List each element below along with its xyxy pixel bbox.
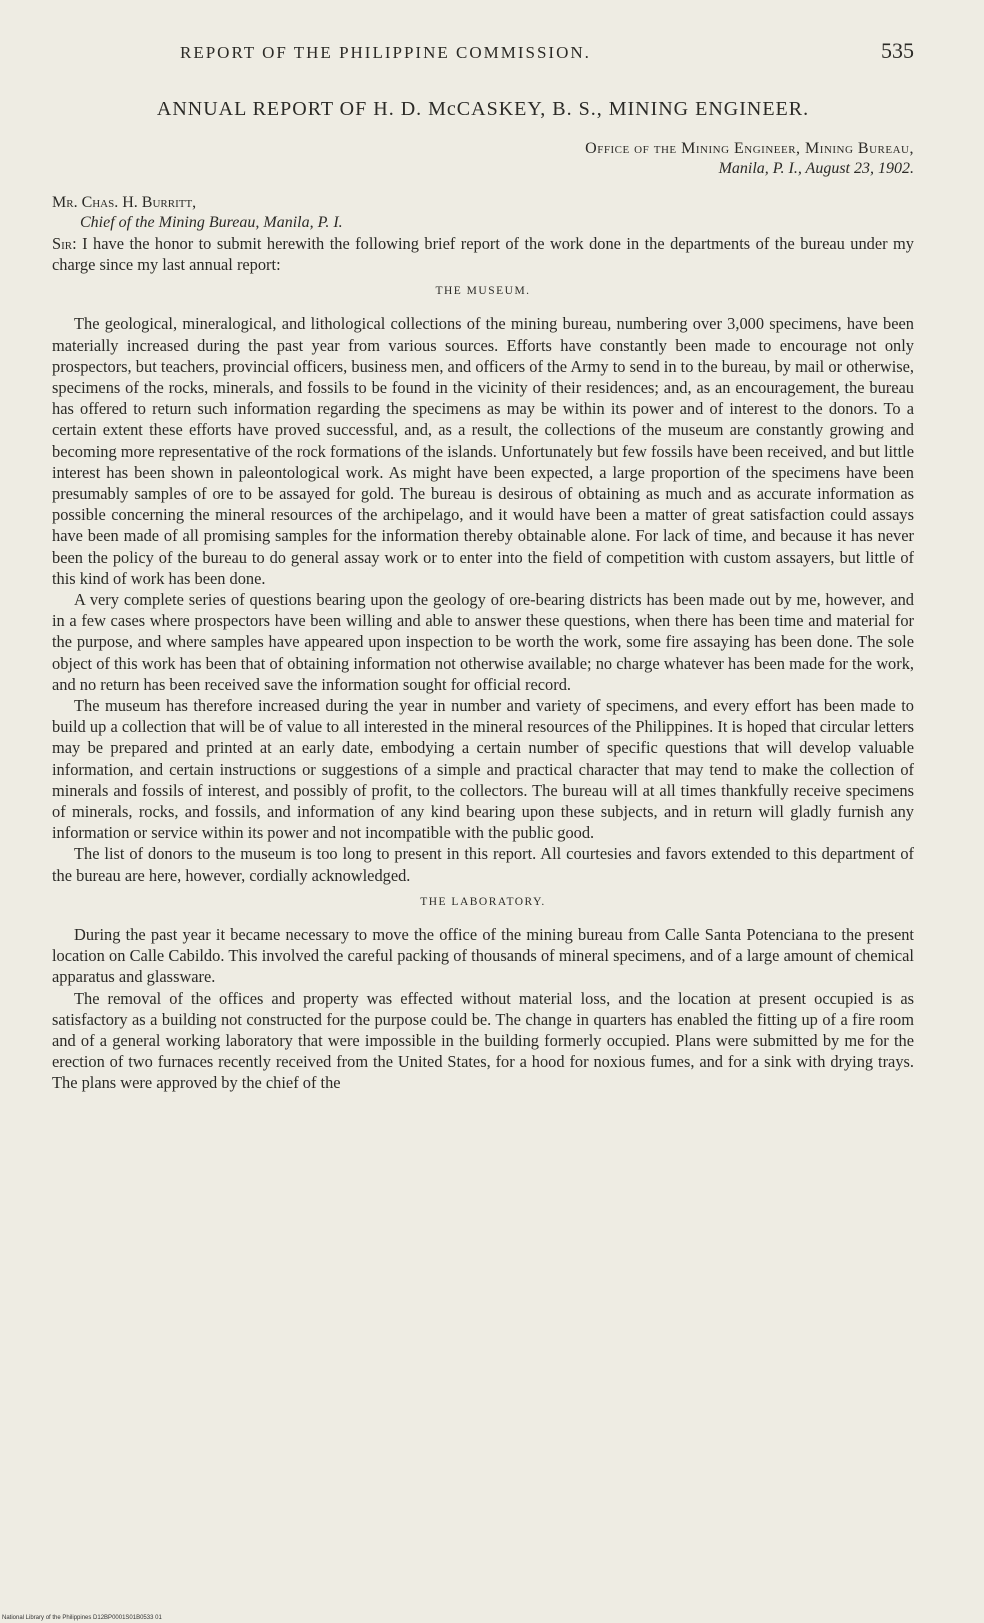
page-number: 535	[881, 38, 914, 63]
section-heading-laboratory: THE LABORATORY.	[420, 895, 546, 908]
salutation-text: I have the honor to submit herewith the following brief report of the work done in the departments of the bureau under my charge since my last annual report:	[52, 234, 914, 275]
addressee	[52, 193, 914, 233]
running-title: REPORT OF THE PHILIPPINE COMMISSION.	[180, 43, 591, 62]
paragraph: The removal of the offices and property was effected without material loss, and the location at present occupied is as satisfactory as a building not constructed for the purpose could be. The change in quarters has enabled the fitting up of a fire room and of a general working laboratory that were impossible in the building formerly occupied. Plans were submitted by me for the erection of two furnaces recently received from the United States, for a hood for noxious fumes, and for a sink with drying trays. The plans were approved by the chief of the	[52, 988, 914, 1093]
report-title: ANNUAL REPORT OF H. D. McCASKEY, B. S., MINING ENGINEER.	[156, 98, 810, 120]
date-line: Manila, P. I., August 23, 1902.	[718, 160, 914, 177]
paragraph: A very complete series of questions bearing upon the geology of ore-bearing districts has been made out by me, however, and in a few cases where prospectors have been willing and able to answer these questions, when there has been time and material for the purpose, and where samples have appeared upon inspection to be worth the work, some fire assaying has been done. The sole object of this work has been that of obtaining information not otherwise available; no charge whatever has been made for the work, and no return has been received save the information sought for official record.	[52, 590, 914, 694]
paragraph: During the past year it became necessary to move the office of the mining bureau from Calle Santa Potenciana to the present location on Calle Cabildo. This involved the careful packing of thousands of mineral specimens, and of a large amount of chemical apparatus and glassware.	[52, 924, 914, 987]
addressee-name: Mr. Chas. H. Burritt,	[52, 194, 197, 211]
salutation-sir: Sir:	[52, 234, 77, 253]
scan-footer: National Library of the Philippines D12BP0001S01B0533 01	[2, 1615, 162, 1621]
paragraph: The list of donors to the museum is too long to present in this report. All courtesies and favors extended to this department of the bureau are here, however, cordially acknowledged.	[52, 844, 914, 885]
salutation-paragraph	[52, 233, 914, 275]
paragraph: The museum has therefore increased during the year in number and variety of specimens, and every effort has been made to build up a collection that will be of value to all interested in the mineral resources of the Philippines. It is hoped that circular letters may be prepared and printed at an early date, embodying a certain number of specific questions that will develop valuable information, and certain instructions or suggestions of a simple and practical character that may tend to make the collection of minerals and fossils of interest, and possibly of profit, to the collectors. The bureau will at all times thankfully receive specimens of minerals, rocks, and fossils, and information of any kind bearing upon these subjects, and in return will gladly furnish any information or service within its power and not incompatible with the public good.	[52, 696, 914, 843]
paragraph: The geological, mineralogical, and lithological collections of the mining bureau, numbering over 3,000 specimens, have been materially increased during the past year from various sources. Efforts have constantly been made to encourage not only prospectors, but teachers, provincial officers, business men, and officers of the Army to send in to the bureau, by mail or otherwise, specimens of the rocks, minerals, and fossils to be found in the vicinity of their residences; and, as an encouragement, the bureau has offered to return such information regarding the specimens as may be within its power and of interest to the donors. To a certain extent these efforts have proved successful, and, as a result, the collections of the museum are constantly growing and becoming more representative of the rock formations of the islands. Unfortunately but few fossils have been received, and but little interest has been shown in paleontological work. As might have been expected, a large proportion of the specimens have been presumably samples of ore to be assayed for gold. The bureau is desirous of obtaining as much and as accurate information as possible concerning the mineral resources of the archipelago, and it would have been a matter of great satisfaction could assays have been made of all promising samples for the information thereby obtainable alone. For lack of time, and because it has never been the policy of the bureau to do general assay work or to enter into the field of competition with custom assayers, but little of this kind of work has been done.	[52, 314, 914, 588]
office-block	[52, 139, 914, 179]
addressee-role: Chief of the Mining Bureau, Manila, P. I.	[80, 214, 343, 231]
running-head	[180, 38, 914, 78]
section-heading-museum: THE MUSEUM.	[435, 285, 531, 298]
office-line: Office of the Mining Engineer, Mining Bureau,	[585, 140, 914, 157]
